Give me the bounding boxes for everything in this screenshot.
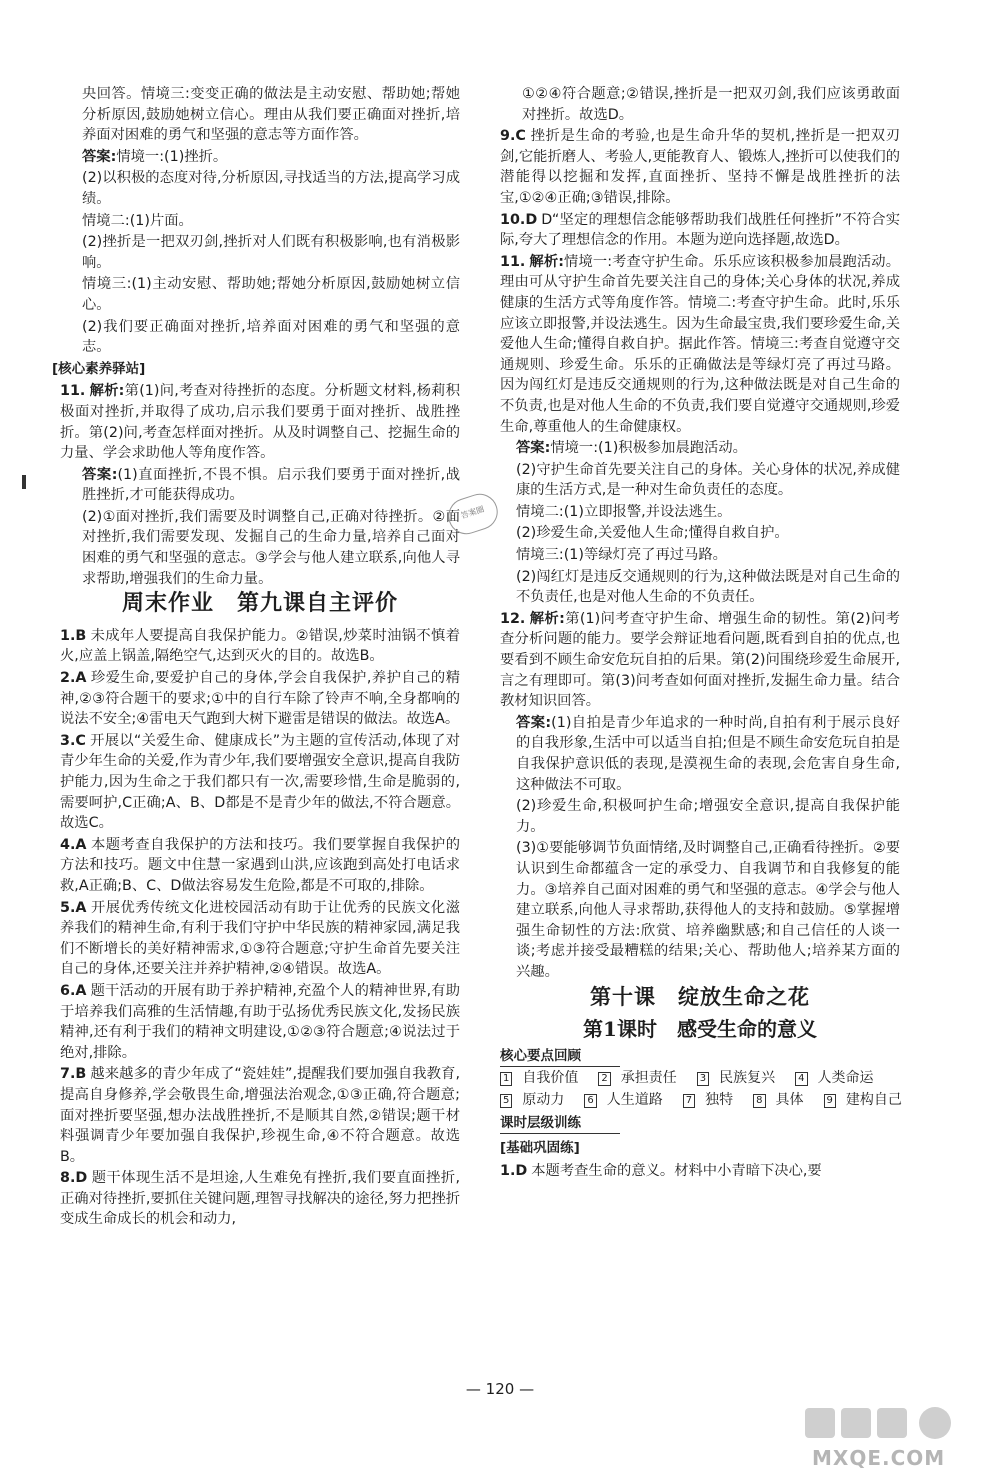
question-number: 2.A [60,670,87,687]
review-number: 9 [824,1094,836,1108]
analysis-label: 解析: [529,610,565,627]
review-text: 人类命运 [817,1070,874,1087]
left-column [52,84,461,1231]
review-text: 民族复兴 [719,1070,776,1087]
answer-line [500,713,900,795]
question-number: 7.B [60,1066,87,1083]
answer-list [500,126,900,251]
section-tag: [核心素养驿站] [52,360,146,377]
answer-text: (2)珍爱生命,积极呵护生命;增强安全意识,提高自我保护能力。 [516,798,900,835]
item-text: 本题考查自我保护的方法和技巧。我们要掌握自我保护的方法和技巧。题文中住慧一家遇到山洪,应该跑到高处打电话求救,A正确;B、C、D做法容易发生危险,都是不可取的,排除。 [60,836,460,894]
paragraph: 央回答。情境三:变变正确的做法是主动安慰、帮助她;帮她分析原因,鼓励她树立信心。理由从我们要正确面对挫折,培养面对困难的勇气和坚强的意志等方面作答。 [82,86,460,144]
review-heading: 核心要点回顾 [500,1046,620,1068]
section-title: 周末作业 第九课自主评价 [121,590,398,617]
answer-line: (2)我们要正确面对挫折,培养面对困难的勇气和坚强的意志。 [82,318,460,356]
review-text: 原动力 [522,1091,565,1108]
review-text: 建构自己 [845,1091,902,1108]
answer-line: (2)挫折是一把双刃剑,挫折对人们既有积极影响,也有消极影响。 [82,234,460,271]
review-item [500,1070,588,1086]
paragraph: ①②④符合题意;②错误,挫折是一把双刃剑,我们应该勇敢面对挫折。故选D。 [522,86,900,123]
list-item [60,835,460,897]
list-item [60,1168,460,1230]
answer-line [500,460,900,501]
question-number: 12. [500,610,526,627]
question-number: 8.D [60,1170,88,1187]
review-item [683,1092,743,1108]
answer-line: 情境二:(1)片面。 [82,212,193,229]
stamp-text: 答案圈 [459,504,486,521]
review-number: 8 [753,1094,765,1108]
answer-text: (1)自拍是青少年追求的一种时尚,自拍有利于展示良好的自我形象,生活中可以适当自拍;但是不顾生命安危玩自拍是自我保护意识低的表现,是漠视生命的表现,会危害自身生命,这种做法不可取。 [516,714,900,793]
analysis-label: 解析: [89,383,125,400]
review-number: 3 [697,1072,709,1086]
answer-text: (1)直面挫折,不畏不惧。启示我们要勇于面对挫折,战胜挫折,才可能获得成功。 [82,466,461,504]
review-item [584,1092,672,1108]
answer-line [500,438,900,459]
analysis-text: 情境一:考查守护生命。乐乐应该积极参加晨跑活动。理由可从守护生命首先要关注自己的身体;关心身体的状况,养成健康的生活方式等角度作答。情境二:考查守护生命。此时,乐乐应该立即报警,并设法逃生。因为生命最宝贵,我们要珍爱生命,关爱他人生命;懂得自救自护。据此作答。情境三:考查自觉遵守交通规则、珍爱生命。乐乐的正确做法是等绿灯亮了再过马路。因为闯红灯是违反交通规则的行为,这种做法既是对自己生命的不负责,也是对他人生命的不负责,我们要自觉遵守交通规则,珍爱生命,尊重他人的生命健康权。 [500,253,900,435]
answer-line [500,545,900,566]
answer-text: 情境三:(1)等绿灯亮了再过马路。 [516,547,727,564]
list-item [60,1064,460,1167]
answer-line [500,567,900,608]
item-text: 开展优秀传统文化进校园活动有助于让优秀的民族文化滋养我们的精神生命,有利于我们守护中华民族的精神家园,满足我们不断增长的美好精神需求,①③符合题意;守护生命首先要关注自己的身体,还要关注并养护精神,②④错误。故选A。 [60,899,460,978]
section-tag: [基础巩固练] [500,1140,580,1157]
answer-list [60,626,460,1230]
answer-line [500,838,900,982]
answer-line: 情境三:(1)主动安慰、帮助她;帮她分析原因,鼓励她树立信心。 [82,276,460,313]
answer-label: 答案: [82,466,118,483]
answer-text: 情境一:(1)积极参加晨跑活动。 [550,440,747,457]
answer-line [60,465,460,506]
page-number: — 120 — [465,1380,535,1398]
review-item [824,1092,912,1108]
review-number: 7 [683,1094,695,1108]
list-item [500,210,900,251]
list-item [500,126,900,208]
review-number: 4 [795,1072,807,1086]
answer-text: (3)①要能够调节负面情绪,及时调整自己,正确看待挫折。②要认识到生命都蕴含一定的承受力、自我调节和自我修复的能力。③培养自己面对困难的勇气和坚强的意志。④学会与他人建立联系,向他人寻求帮助,获得他人的支持和鼓励。⑤掌握增强生命韧性的方法:欣赏、培养幽默感;和自己信任的人谈一谈;考虑并接受最糟糕的结果;关心、帮助他人;培养某方面的兴趣。 [516,840,900,980]
lesson-title: 第十课 绽放生命之花 [590,983,810,1009]
list-item [60,898,460,980]
answer-label: 答案: [516,440,551,457]
review-number: 6 [584,1094,596,1108]
item-text: D“坚定的理想信念能够帮助我们战胜任何挫折”不符合实际,夸大了理想信念的作用。本题为逆向选择题,故选D。 [500,211,900,249]
review-item [753,1092,813,1108]
answer-text: (2)守护生命首先要关注自己的身体。关心身体的状况,养成健康的生活方式,是一种对生命负责任的态度。 [516,461,900,499]
review-text: 人生道路 [606,1091,663,1108]
question-number: 10.D [500,211,538,228]
answer-line: (2)以积极的态度对待,分析原因,寻找适当的方法,提高学习成绩。 [82,170,460,207]
right-column [500,84,900,1182]
question-number: 1.B [60,627,87,644]
item-text: 越来越多的青少年成了“瓷娃娃”,提醒我们要加强自我教育,提高自身修养,学会敬畏生命,增强法治观念,①③正确,符合题意;面对挫折要坚强,想办法战胜挫折,不是顺其自然,②错误;题干材料强调青少年要加强自我保护,珍视生命,④不符合题意。故选B。 [60,1066,460,1165]
question-12 [500,609,900,712]
analysis-text: 第(1)问,考查对待挫折的态度。分析题文材料,杨莉积极面对挫折,并取得了成功,启示我们要勇于面对挫折、战胜挫折。第(2)问,考查怎样面对挫折。从及时调整自己、挖掘生命的力量、学会求助他人等角度作答。 [60,383,461,462]
question-number: 11. [500,253,526,270]
watermark-text: MXQE.COM [812,1446,946,1470]
question-number: 3.C [60,732,86,749]
answer-line: (2)①面对挫折,我们需要及时调整自己,正确对待挫折。②面对挫折,我们需要发现、发掘自己的生命力量,培养自己面对困难的勇气和坚强的意志。③学会与他人建立联系,向他人寻求帮助,增强我们的生命力量。 [82,508,460,587]
answer-label: 答案: [516,714,552,731]
question-number: 9.C [500,128,526,145]
margin-mark [22,475,26,489]
review-text: 自我价值 [522,1070,579,1087]
review-number: 2 [598,1072,610,1086]
review-item [500,1092,574,1108]
question-1 [500,1161,900,1182]
analysis-text: 本题考查生命的意义。材料中小青暗下决心,要 [531,1162,822,1179]
review-item [697,1070,785,1086]
list-item [60,668,460,730]
review-row [500,1068,900,1089]
review-number: 1 [500,1072,512,1086]
review-row [500,1090,900,1111]
answer-line [60,147,460,168]
question-11 [500,252,900,437]
answer-line [500,502,900,523]
list-item [60,626,460,667]
review-text: 独特 [705,1091,734,1108]
analysis-label: 解析: [529,253,564,270]
answer-line [500,523,900,544]
analysis-text: 第(1)问考查守护生命、增强生命的韧性。第(2)问考查分析问题的能力。要学会辩证地看问题,既看到自拍的优点,也要看到不顾生命安危玩自拍的后果。第(2)问围绕珍爱生命展开,言之有理即可。第(3)问考查如何面对挫折,发掘生命力量。结合教材知识回答。 [500,610,900,710]
training-heading: 课时层级训练 [500,1113,620,1135]
lesson-subtitle: 第1课时 感受生命的意义 [583,1017,817,1042]
item-text: 题干体现生活不是坦途,人生难免有挫折,我们要直面挫折,正确对待挫折,要抓住关键问题,理智寻找解决的途径,努力把挫折变成生命成长的机会和动力, [60,1170,460,1228]
question-11 [60,381,460,463]
review-item [795,1070,883,1086]
question-number: 11. [60,383,86,400]
item-text: 未成年人要提高自我保护能力。②错误,炒菜时油锅不慎着火,应盖上锅盖,隔绝空气,达到灭火的目的。故选B。 [60,627,460,665]
question-number: 5.A [60,899,87,916]
item-text: 开展以“关爱生命、健康成长”为主题的宣传活动,体现了对青少年生命的关爱,作为青少年,我们要增强安全意识,提高自我防护能力,因为生命之于我们都只有一次,需要珍惜,生命是脆弱的,需要呵护,C正确;A、B、D都是不是青少年的做法,不符合题意。故选C。 [60,732,460,832]
item-text: 挫折是生命的考验,也是生命升华的契机,挫折是一把双刃剑,它能折磨人、考验人,更能教育人、锻炼人,挫折可以使我们的潜能得以挖掘和发挥,直面挫折、坚持不懈是战胜挫折的法宝,①②④正确;③错误,排除。 [500,128,900,206]
answer-block [500,713,900,983]
review-text: 具体 [775,1091,804,1108]
list-item [60,981,460,1063]
item-text: 珍爱生命,要爱护自己的身体,学会自我保护,养护自己的精神,②③符合题干的要求;①中的自行车除了铃声不响,全身都响的说法不安全;④雷电天气跑到大树下避雷是错误的做法。故选A。 [60,670,460,728]
answer-text: 情境二:(1)立即报警,并设法逃生。 [516,503,732,520]
question-number: 4.A [60,836,87,853]
answer-text: (2)闯红灯是违反交通规则的行为,这种做法既是对自己生命的不负责任,也是对他人生命的不负责任。 [516,568,900,606]
answer-line [500,796,900,837]
answer-label: 答案: [82,148,117,165]
question-number: 1.D [500,1162,528,1179]
answer-text: (2)珍爱生命,关爱他人生命;懂得自救自护。 [516,525,789,542]
review-text: 承担责任 [620,1070,677,1087]
answer-block [500,438,900,608]
question-number: 6.A [60,982,87,999]
answer-text: 情境一:(1)挫折。 [116,148,228,165]
list-item [60,731,460,834]
review-item [598,1070,686,1086]
item-text: 题干活动的开展有助于养护精神,充盈个人的精神世界,有助于培养我们高雅的生活情趣,有助于弘扬优秀民族文化,发扬民族精神,还有利于我们的精神文明建设,①②③符合题意;④说法过于绝对,排除。 [60,982,460,1061]
review-number: 5 [500,1094,512,1108]
